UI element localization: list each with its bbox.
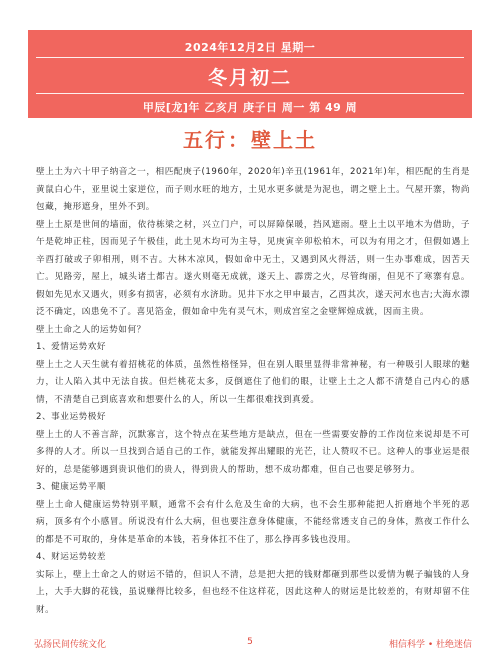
footer-right-text: 相信科学 • 杜绝迷信 xyxy=(388,640,472,650)
paragraph-career: 壁上土的人不善言辞，沉默寡言，这个特点在某些地方是缺点，但在一些需要安静的工作岗位来说却是不可多得的人才。所以一旦找到合适自己的工作，就能发挥出耀眼的光芒，让人赞叹不已。这种人的事业运是很好的，总是能够遇到贵识他们的贵人，得到贵人的帮助，想不成功都难，但自己也要足够努力。 xyxy=(36,429,470,475)
page-footer xyxy=(28,637,472,651)
page-number: 5 xyxy=(247,637,253,647)
section-heading-career: 2、事业运势极好 xyxy=(36,412,107,422)
date-banner xyxy=(28,30,472,118)
question-heading: 壁上土命之人的运势如何？ xyxy=(36,324,146,335)
paragraph-intro: 壁上土为六十甲子纳音之一，相匹配庚子(1960年，2020年)辛丑(1961年，2021年)年，相匹配的生肖是黄鼠白心牛，亚里说土家逆位，而子则水旺的地方，土见水更多就是为泥也，谓之壁上土。气屋开寨，物尚包藏，掩形遮身，里外不到。 xyxy=(36,167,470,212)
section-heading-wealth: 4、财运运势较差 xyxy=(36,552,107,562)
wuxing-colon: ： xyxy=(228,128,250,152)
paragraph-health: 壁上土命人健康运势特别平顺，通常不会有什么危及生命的大病，也不会生那种能把人折磨地个半死的恶病，顶多有个小感冒。所说没有什么大病，但也要注意身体健康，不能经常透支自己的身体，熬夜工作什么的都是不可取的，身体是革命的本钱，若身体扛不住了，那么挣再多钱也没用。 xyxy=(36,499,470,545)
gregorian-date: 2024年12月2日 星期一 xyxy=(184,41,316,54)
wuxing-title xyxy=(0,124,500,153)
ganzhi-line: 甲辰[龙]年 乙亥月 庚子日 周一 第 49 周 xyxy=(142,101,358,114)
paragraph-wealth: 实际上，壁上土命之人的财运不错的，但识人不清，总是把大把的钱财都砸到那些以爱情为幌子骗钱的人身上，大手大脚的花钱，虽说赚得比较多，但也经不住这样花，因此这种人的财运是比较差的，有财却留不住财。 xyxy=(36,569,470,615)
section-heading-love: 1、爱情运势欢好 xyxy=(36,342,107,352)
paragraph-love: 壁上土之人天生就有着招桃花的体质，虽然性格怪异，但在别人眼里显得非常神秘，有一种吸引人眼球的魅力，让人陷入其中无法自拔。但烂桃花太多，反倒遮住了他们的眼，让壁上土之人都不清楚自己内心的感情，不清楚自己到底喜欢和想要什么的人，所以一生都很难找到真爱。 xyxy=(36,359,470,405)
footer-left-text: 弘扬民间传统文化 xyxy=(34,640,107,650)
wuxing-value: 壁上土 xyxy=(251,128,317,152)
article-body xyxy=(36,164,470,619)
paragraph-description: 壁上土原是世间的墙面，依待栋梁之材，兴立门户，可以屏障保暖，挡风遮雨。壁上土以平地木为借助，子午是乾坤正柱，因而见子午极佳，此土见木均可为主导，见庚寅辛卯松柏木，可以为有用之才，但假如遇上辛酉打破或子卯相刑，则不吉。大林木凉风，假如命中无土，又遇到风火得活，则一生办事难成，因苦天亡。见路旁，屋上，城头诸土都吉。遂火则毫无成就，遂天上、霹雳之火，尽管绚丽，但见不了寒寨有息。假如先见水又遇火，则多有损害，必须有水济助。见井下水之甲申最吉，乙酉其次，遂天河水也吉;大海水漂泛不确定，凶患免不了。喜见箔金，假如命中先有灵气木，则成宫室之金壁辉煌成就，因而主贵。 xyxy=(36,219,470,317)
banner-divider-top xyxy=(36,57,464,58)
banner-divider-bottom xyxy=(36,93,464,94)
lunar-date: 冬月初二 xyxy=(207,67,292,89)
wuxing-label: 五行 xyxy=(183,128,227,152)
section-heading-health: 3、健康运势平顺 xyxy=(36,482,107,492)
